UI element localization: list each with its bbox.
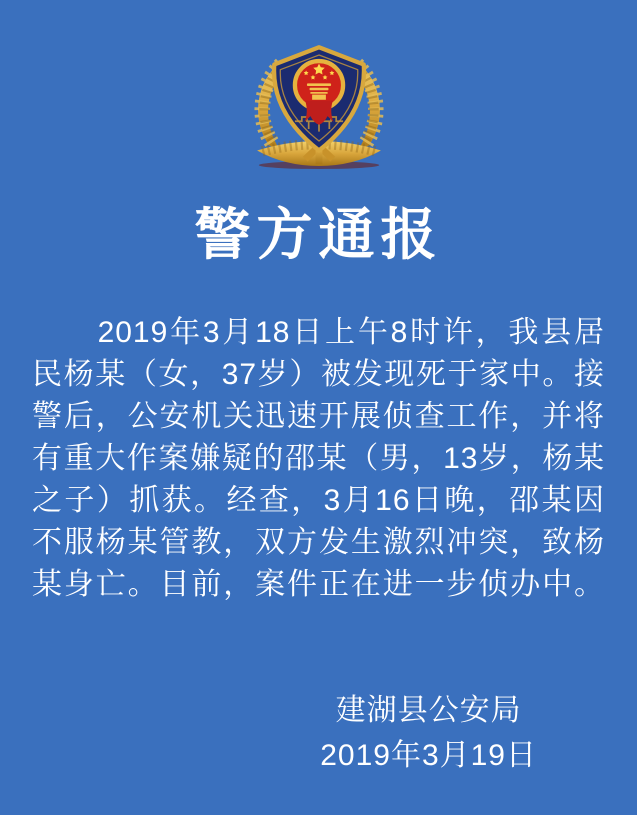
notice-body (32, 312, 605, 606)
signature-block (320, 688, 537, 778)
body-line: 2019年3月18日上午8时许，我县居 (32, 316, 605, 349)
body-line: 有重大作案嫌疑的邵某（男，13岁，杨某 (32, 442, 605, 475)
signature-agency: 建湖县公安局 (335, 694, 522, 727)
signature-date: 2019年3月19日 (320, 739, 537, 772)
body-line: 民杨某（女，37岁）被发现死于家中。接 (32, 358, 605, 391)
notice-title: 警方通报 (194, 203, 443, 266)
body-line: 之子）抓获。经查，3月16日晚，邵某因 (32, 484, 605, 517)
body-line: 不服杨某管教，双方发生激烈冲突，致杨 (32, 526, 605, 559)
police-badge (233, 42, 405, 173)
body-line: 某身亡。目前，案件正在进一步侦办中。 (32, 568, 605, 601)
body-line: 警后，公安机关迅速开展侦查工作，并将 (32, 400, 605, 433)
police-badge-icon (233, 42, 405, 173)
